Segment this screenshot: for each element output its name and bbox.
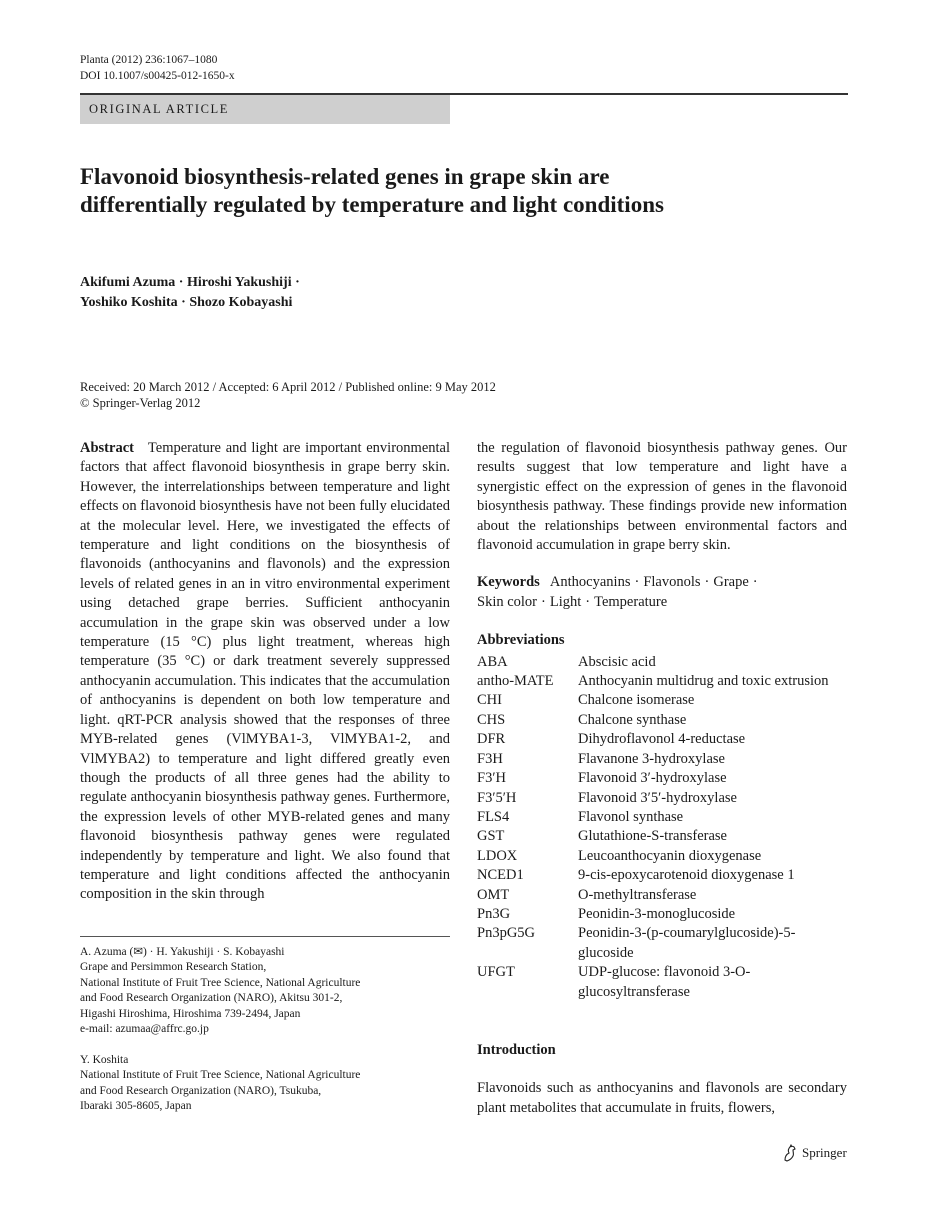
abbr-term: UFGT: [477, 964, 515, 981]
abbreviation-row: [477, 963, 847, 1002]
email-link[interactable]: e-mail: azumaa@affrc.go.jp: [80, 1023, 209, 1036]
received-dates: Received: 20 March 2012 / Accepted: 6 April 2012 / Published online: 9 May 2012: [80, 380, 496, 394]
abbr-term: FLS4: [477, 808, 510, 825]
abbr-term: CHI: [477, 692, 502, 709]
abbr-term: antho-MATE: [477, 673, 554, 690]
abbreviation-row: [477, 730, 847, 749]
abbr-term: ABA: [477, 653, 508, 670]
affiliation-line: and Food Research Organization (NARO), Akitsu 301-2,: [80, 992, 343, 1005]
publisher-name: Springer: [802, 1145, 847, 1160]
article-title: Flavonoid biosynthesis-related genes in grape skin are differentially regulated by temperature and light conditions: [80, 164, 664, 217]
abbr-term: GST: [477, 828, 505, 845]
abbr-term: Pn3pG5G: [477, 925, 536, 942]
keyword: Anthocyanins: [549, 574, 631, 591]
abbr-term: OMT: [477, 886, 510, 903]
abbr-def: Peonidin-3-(p-coumarylglucoside)-5-glucoside: [578, 925, 796, 961]
abbreviations-table: [477, 653, 847, 1002]
abbr-term: LDOX: [477, 847, 518, 864]
abbr-def: Flavonol synthase: [578, 808, 684, 825]
springer-horse-icon: [782, 1144, 798, 1162]
abbr-term: DFR: [477, 731, 506, 748]
article-type-band: ORIGINAL ARTICLE: [80, 95, 450, 124]
abbr-def: Leucoanthocyanin dioxygenase: [578, 847, 762, 864]
abbreviation-row: [477, 750, 847, 769]
abstract-continued: the regulation of flavonoid biosynthesis pathway genes. Our results suggest that low temperature and light have a synergistic effect on the expression of genes in the flavonoid biosynthesis pathway. These findings provide new information about the relationships between environmental factors and flavonoid accumulation in grape berry skin.: [477, 440, 847, 554]
affiliation-2: [80, 1053, 450, 1115]
keywords-label: Keywords: [477, 574, 540, 591]
abbr-term: F3′H: [477, 770, 506, 787]
abbreviation-row: [477, 789, 847, 808]
affiliation-line: Higashi Hiroshima, Hiroshima 739-2494, Japan: [80, 1007, 301, 1020]
abbr-term: NCED1: [477, 867, 524, 884]
affiliation-line: Ibaraki 305-8605, Japan: [80, 1100, 192, 1113]
abbr-term: Pn3G: [477, 905, 511, 922]
publication-dates: [80, 379, 680, 411]
abbreviation-row: [477, 905, 847, 924]
abbreviation-row: [477, 847, 847, 866]
keyword: Grape: [713, 574, 749, 591]
copyright: © Springer-Verlag 2012: [80, 396, 201, 410]
abbreviation-row: [477, 691, 847, 710]
author-list: [80, 273, 480, 313]
abstract-text: Temperature and light are important environmental factors that affect flavonoid biosynthesis in grape berry skin. However, the interrelationships between temperature and light effects on flavonoid biosynthesis have not been fully elucidated at the molecular level. Here, we investigated the effects of temperature and light conditions on the biosynthesis of flavonoids (anthocyanins and flavonols) and the expression levels of related genes in an in vitro environmental experiment using detached grape berries. Sufficient anthocyanin accumulation in the grape skin was observed under a low temperature (15 °C) plus light treatment, whereas high temperature (35 °C) or dark treatment severely suppressed anthocyanin accumulation. This indicates that the accumulation of anthocyanins is dependent on both low temperature and light. qRT-PCR analysis showed that the responses of three MYB-related genes (VlMYBA1-3, VlMYBA1-2, and VlMYBA2) to temperature and light differed greatly even though the products of all three genes had the ability to regulate anthocyanin biosynthesis pathway genes. Furthermore, the expression levels of other MYB-related genes and many flavonoid biosynthesis pathway genes were regulated independently by temperature and light. We also found that temperature and light conditions affected the anthocyanin composition in the skin through: [80, 440, 450, 903]
abbreviation-row: [477, 653, 847, 672]
journal-header: [80, 52, 235, 84]
abbreviations-title: Abbreviations: [477, 632, 565, 649]
abbr-def: Glutathione-S-transferase: [578, 828, 727, 845]
abbr-def: O-methyltransferase: [578, 886, 697, 903]
abbr-term: CHS: [477, 711, 506, 728]
keyword: Skin color: [477, 593, 538, 610]
abbr-term: F3H: [477, 750, 503, 767]
abbreviation-row: [477, 711, 847, 730]
publisher-logo: [782, 1144, 847, 1162]
abbr-def: Abscisic acid: [578, 653, 656, 670]
abbreviation-row: [477, 672, 847, 691]
doi: DOI 10.1007/s00425-012-1650-x: [80, 70, 235, 82]
abbreviation-row: [477, 924, 847, 963]
abbr-def: 9-cis-epoxycarotenoid dioxygenase 1: [578, 867, 795, 884]
abbreviation-row: [477, 808, 847, 827]
affiliation-line: National Institute of Fruit Tree Science, National Agriculture: [80, 976, 361, 989]
citation: Planta (2012) 236:1067–1080: [80, 54, 218, 66]
keywords: Keywords Anthocyanins · Flavonols · Grape · Skin color · Light · Temperature: [477, 574, 758, 610]
affiliation-1: [80, 945, 450, 1037]
abstract-label: Abstract: [80, 440, 134, 456]
abbreviation-row: [477, 827, 847, 846]
abbr-def: Flavanone 3-hydroxylase: [578, 750, 725, 767]
abbr-term: F3′5′H: [477, 789, 517, 806]
keyword: Light: [549, 593, 582, 610]
author-line-2: Yoshiko Koshita · Shozo Kobayashi: [80, 295, 293, 310]
footnote-rule: [80, 936, 450, 937]
abbr-def: UDP-glucose: flavonoid 3-O-glucosyltransferase: [578, 964, 751, 1000]
keyword: Flavonols: [643, 574, 701, 591]
abstract-column: [80, 439, 450, 905]
abbr-def: Flavonoid 3′-hydroxylase: [578, 770, 727, 787]
abbr-def: Anthocyanin multidrug and toxic extrusion: [578, 673, 829, 690]
abbreviation-row: [477, 866, 847, 885]
right-column: [477, 439, 847, 1118]
abbr-def: Chalcone synthase: [578, 711, 687, 728]
affiliation-authors: A. Azuma (✉) · H. Yakushiji · S. Kobayashi: [80, 946, 285, 958]
affiliation-line: National Institute of Fruit Tree Science, National Agriculture: [80, 1069, 361, 1082]
abbr-def: Chalcone isomerase: [578, 692, 695, 709]
introduction-heading: Introduction: [477, 1041, 556, 1058]
author-line-1: Akifumi Azuma · Hiroshi Yakushiji ·: [80, 275, 300, 290]
abbr-def: Peonidin-3-monoglucoside: [578, 905, 736, 922]
introduction-text: Flavonoids such as anthocyanins and flavonols are secondary plant metabolites that accumulate in fruits, flowers,: [477, 1080, 847, 1116]
affiliation-line: Grape and Persimmon Research Station,: [80, 961, 267, 974]
abbr-def: Dihydroflavonol 4-reductase: [578, 731, 746, 748]
abbreviation-row: [477, 886, 847, 905]
affiliation-line: and Food Research Organization (NARO), Tsukuba,: [80, 1084, 322, 1097]
abbreviation-row: [477, 769, 847, 788]
keyword: Temperature: [594, 593, 668, 610]
abstract-paragraph: [80, 439, 450, 905]
abbr-def: Flavonoid 3′5′-hydroxylase: [578, 789, 737, 806]
affiliation-authors: Y. Koshita: [80, 1054, 129, 1066]
